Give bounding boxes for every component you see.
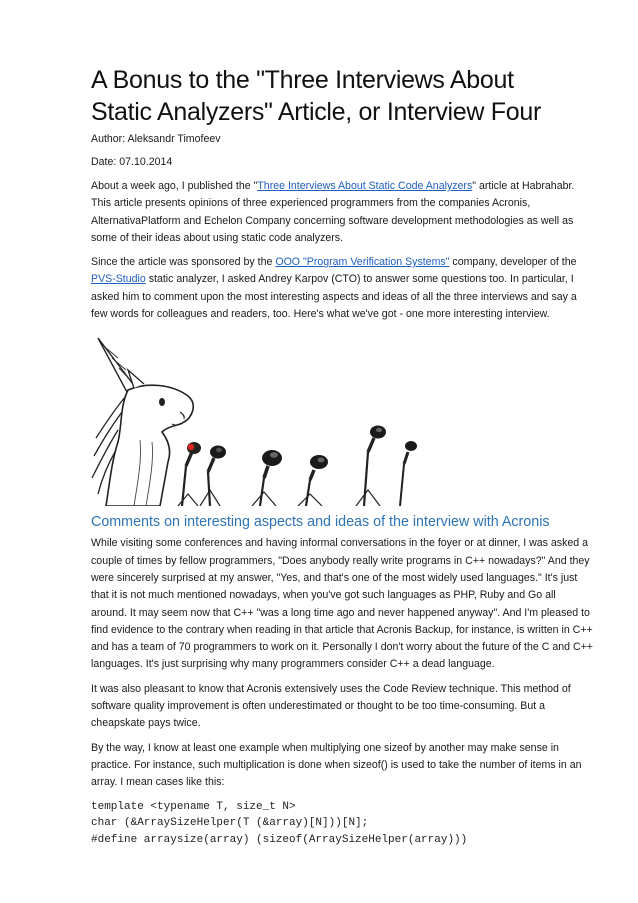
intro-p2-text-middle: company, developer of the [449,256,577,269]
article-title [91,64,593,128]
article-title-line-2: Static Analyzers" Article, or Interview Four [91,98,542,126]
section-paragraph-3: By the way, I know at least one example when multiplying one sizeof by another may make sense in practice. For instance, such multiplication is done when sizeof() is used to take the number of items in an array. I mean cases like this: [91,741,582,789]
intro-paragraph-2 [91,254,593,323]
intro-p2-text-start: Since the article was sponsored by the [91,256,276,269]
section-paragraph-2: It was also pleasant to know that Acronis extensively uses the Code Review technique. This method of software quality improvement is often underestimated or thought to be too time-consuming. But a cheapskate pays twice. [91,682,571,730]
document-page [91,64,593,848]
intro-p1-text-end: " article at Habrahabr. This article presents opinions of three experienced programmers from the companies Acronis, AlternativaPlatform and Echelon Company concerning software development methodologies as well as some of their ideas about using static code analyzers. [91,180,575,244]
unicorn-interview-illustration [88,330,568,506]
pvs-studio-link[interactable]: PVS-Studio [91,273,146,286]
three-interviews-link[interactable]: Three Interviews About Static Code Analyzers [257,180,473,192]
intro-paragraph-1 [91,178,593,247]
program-verification-systems-link[interactable]: OOO "Program Verification Systems" [275,256,450,269]
intro-p2-text-end: static analyzer, I asked Andrey Karpov (CTO) to answer some questions too. In particular, I asked him to comment upon the most interesting aspects and ideas of all the three interviews and say a few words for colleagues and readers, too. Here's what we've got - one more interesting interview. [91,273,577,321]
article-date: Date: 07.10.2014 [91,156,173,168]
article-title-line-1: A Bonus to the "Three Interviews About [91,66,514,94]
section-paragraph-1: While visiting some conferences and having informal conversations in the foyer or at dinner, I was asked a couple of times by fellow programmers, "Does anybody really write programs in C++ nowadays?" And they were sincerely surprised at my answer, "Yes, and that's one of the most widely used languages." It's just that it is not much mentioned nowadays, when you've got such languages as PHP, Ruby and Go all around. It may seem now that C++ "was a long time ago and never happened anyway". And I'm pleased to find evidence to the contrary when reading in that article that Acronis Backup, for instance, is written in C++ and has a team of 70 programmers to work on it. Personally I don't worry about the future of the C and C++ languages. It's just surprising why many programmers consider C++ a dead language. [91,537,593,671]
article-author: Author: Aleksandr Timofeev [91,133,221,145]
intro-p1-text-start: About a week ago, I published the " [91,180,258,192]
unicorn-microphones-drawing [88,330,568,506]
code-sample-arraysize: template <typename T, size_t N> char (&ArraySizeHelper(T (&array)[N]))[N]; #define arraysize(array) (sizeof(ArraySizeHelper(array))) [91,800,468,846]
section-heading-acronis: Comments on interesting aspects and ideas of the interview with Acronis [91,514,550,531]
